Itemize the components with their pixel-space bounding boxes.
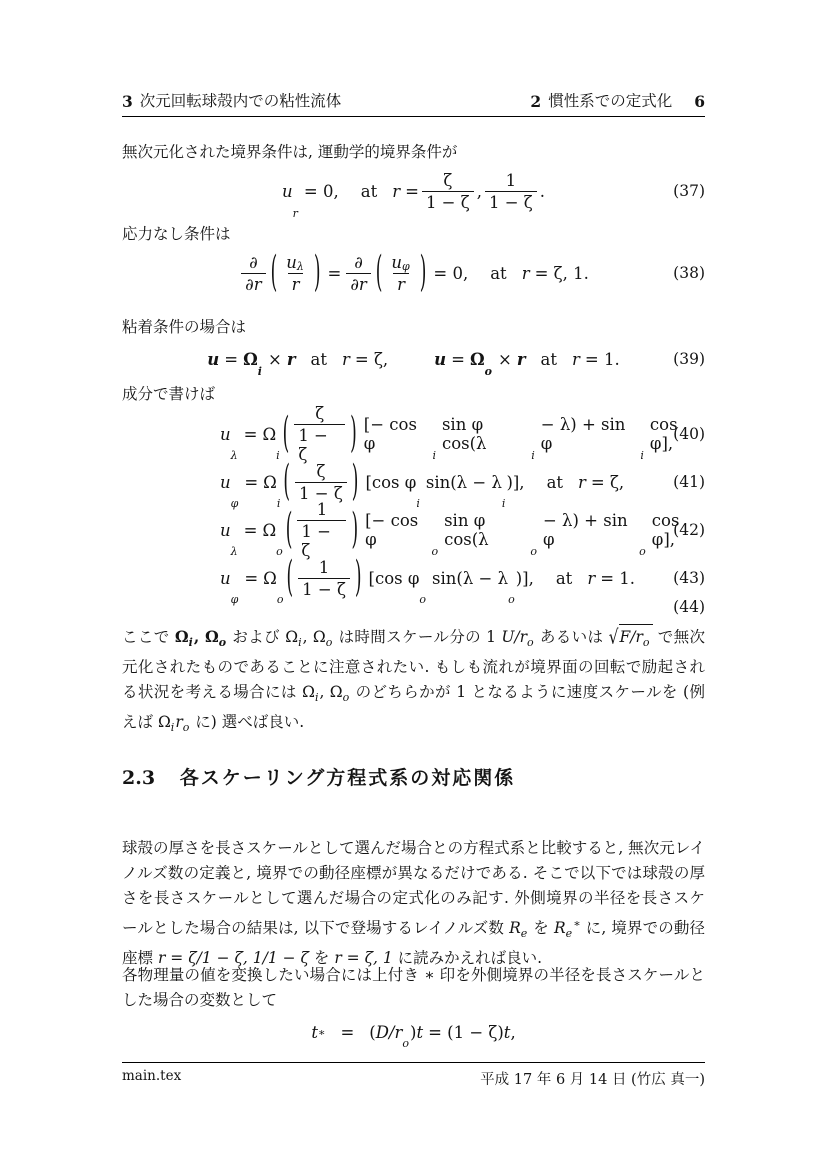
square-root [609,624,653,655]
text-run: 各物理量の値を変換したい場合には上付き [122,966,425,984]
math-var: r [358,274,367,294]
right-paren: ) [313,248,321,298]
text-run: ここで [122,628,175,646]
numerator [387,252,414,273]
fraction [297,499,346,561]
right-paren: ) [419,248,427,298]
math-var: r [587,568,596,588]
text-run: で無次元化されたものであることに注意されたい. もしも流れが境界面の回転で励起される状況を考える場合には [122,628,705,701]
math-term: [cos φ [368,568,420,588]
math-superscript: ∗ [317,1025,326,1039]
text-run: に読みかえれば良い. [392,949,543,967]
math-var: Ω [262,520,277,540]
math-term: , [302,628,313,646]
paragraph-omega-note [122,624,705,740]
math-subscript: o [530,545,537,558]
math-term: × [498,349,512,369]
math-var: r [572,349,580,369]
left-paren: ( [283,457,291,507]
math-subscript: o [218,636,227,649]
math-var: R [554,919,566,937]
section-title: 各スケーリング方程式系の対応関係 [179,767,516,789]
math-term: = 1. [584,349,620,369]
math-var: Ω [157,713,171,731]
equation-number: (37) [673,182,705,200]
math-var: t [311,1022,318,1042]
math-term: = (1 − ζ) [428,1022,504,1042]
equation-40 [122,404,705,464]
math-term: = ζ, [590,472,625,492]
math-subscript: i [315,691,319,704]
denominator: 1 − ζ [485,191,537,213]
math-subscript: o [342,691,350,704]
header-right-title: 慣性系での定式化 [548,92,673,110]
fraction [346,252,370,295]
math-term: , [319,683,330,701]
math-term: ∗ [424,966,435,984]
paragraph-boundary-conditions: 無次元化された境界条件は, 運動学的境界条件が [122,143,458,161]
paragraph-variable-conversion [122,963,705,1013]
math-subscript: e [565,927,573,940]
numerator: 1 [316,500,328,519]
math-var: Ω [263,568,277,588]
denominator [346,273,370,295]
math-term: [− cos φ [363,415,417,453]
header-left-title: 次元回転球殻内での粘性流体 [139,92,342,110]
math-var: r [578,472,586,492]
math-subscript: i [276,449,280,462]
denominator: 1 − ζ [294,424,345,465]
left-paren: ( [286,553,294,603]
math-var: Ω [302,683,315,701]
header-right-section-number: 2 [530,92,542,111]
math-var: F/r [619,628,643,646]
math-var: r [175,713,183,731]
math-subscript: λ [230,449,238,462]
fraction [485,170,537,213]
numerator: ζ [315,404,325,423]
math-subscript: i [531,449,535,462]
math-var: Ω [329,683,343,701]
text-run: に, 境界での動径座標 [122,919,705,967]
math-var: Ω [262,424,277,444]
math-term: [− cos φ [365,511,419,549]
math-var: D/r [375,1022,403,1042]
equation-42 [122,500,705,560]
math-subscript: o [527,636,534,649]
math-subscript: o [182,721,190,734]
section-number: 2.3 [122,767,156,789]
math-expression: r = ζ, 1 [334,949,393,967]
equation-number: (43) [673,569,705,587]
math-var: Ω [204,627,219,646]
text-run: あるいは [534,628,609,646]
right-paren: ) [354,553,362,603]
denominator: r [288,273,304,295]
math-term: = ζ, 1. [534,263,589,283]
math-subscript: o [276,545,283,558]
math-term: = [224,349,239,369]
text-run: を [528,919,554,937]
text-run: に) 選べば良い. [190,713,305,731]
math-term: at [360,181,378,201]
math-term: = [244,568,259,588]
math-subscript: o [639,545,646,558]
radical-sign: √ [608,625,619,649]
math-term: = [327,263,342,283]
math-term: , [193,627,205,646]
text-run: は時間スケール分の 1 [333,628,502,646]
right-paren: ) [351,457,359,507]
math-subscript: o [642,636,650,649]
math-term: − λ) + sin φ [540,415,626,453]
math-var: t [416,1022,424,1042]
text-run: のどちらかが 1 となるように速度スケールを (例えば [122,683,705,731]
radicand [619,624,653,655]
text-run: を [308,949,335,967]
math-superscript: ∗ [573,917,581,930]
text-run: および [227,628,286,646]
denominator: 1 − ζ [298,578,350,600]
math-var: Ω [243,349,258,369]
footer-rule [122,1062,705,1063]
math-var: R [509,919,521,937]
math-var: r [521,263,530,283]
math-var: Ω [312,628,326,646]
math-term: sin φ cos(λ [441,415,487,453]
right-paren: ) [351,505,359,555]
math-term: ) [410,1022,417,1042]
math-subscript: i [640,449,644,462]
fraction [282,252,309,295]
header-left-section-number: 3 [122,92,133,111]
math-subscript: o [419,593,427,606]
math-var: u [286,252,297,272]
math-var: r [341,349,350,369]
equation-number: (44) [673,598,705,616]
fraction [387,252,414,295]
footer-date-author: 平成 17 年 6 月 14 日 (竹広 真一) [480,1072,705,1088]
math-var: u [282,181,293,201]
math-term: = ζ, [354,349,389,369]
math-subscript: i [188,636,193,649]
math-term: sin(λ − λ [432,568,509,588]
numerator: 1 [505,170,517,190]
math-subscript: λ [296,259,304,273]
denominator [241,273,265,295]
math-term: = 0, [303,181,339,201]
numerator: ζ [316,461,326,481]
denominator: 1 − ζ [295,482,347,504]
math-term: )], [506,472,525,492]
math-term: − λ) + sin φ [542,511,628,549]
paragraph-components: 成分で書けば [122,385,216,403]
math-term: cos φ], [651,511,680,549]
math-var: u [434,349,447,369]
math-var: r [253,274,262,294]
math-subscript: o [276,593,284,606]
math-term: cos φ], [649,415,678,453]
math-subscript: r [292,207,298,220]
fraction [241,252,265,295]
equation-39 [122,344,705,378]
numerator: ∂ [249,252,258,272]
math-subscript: i [416,497,420,510]
math-term: = [340,1022,355,1042]
equation-37 [122,166,705,220]
math-var: Ω [285,628,299,646]
math-subscript: i [276,497,281,510]
math-term: at [490,263,507,283]
math-term: = [243,424,258,444]
math-term: = 1. [600,568,636,588]
math-term: )], [515,568,534,588]
math-term: at [310,349,327,369]
math-subscript: i [501,497,506,510]
math-term: = 0, [433,263,469,283]
math-var: r [516,349,526,369]
footer-filename: main.tex [122,1068,182,1084]
math-var: U/r [501,628,528,646]
math-subscript: φ [230,593,239,606]
math-term: = [244,472,259,492]
math-subscript: i [170,721,175,734]
math-expression: r = ζ/1 − ζ, 1/1 − ζ [157,949,309,967]
text-run: 印を外側境界の半径を長さスケールとした場合の変数として [122,966,705,1009]
math-subscript: o [402,1037,410,1050]
math-term: [cos φ [365,472,417,492]
math-term: ( [369,1022,376,1042]
math-subscript: i [257,365,262,378]
numerator: ∂ [354,252,363,272]
equation-number: (42) [673,521,705,539]
math-term: sin φ cos(λ [444,511,489,549]
math-term: at [540,349,557,369]
section-heading [122,763,705,790]
math-subscript: e [520,927,528,940]
math-term: at [546,472,564,492]
math-subscript: φ [402,259,410,273]
paragraph-stress-free: 応力なし条件は [122,225,231,243]
math-term: ∂ [350,274,359,294]
equation-41 [122,457,705,510]
math-var: u [220,472,231,492]
left-paren: ( [285,505,293,555]
math-var: r [392,181,401,201]
numerator: ζ [443,170,453,190]
math-subscript: λ [230,545,238,558]
math-var: u [207,349,220,369]
equation-tstar [122,1018,705,1050]
math-term: ∂ [245,274,254,294]
math-term: , [476,181,482,201]
equation-44 [122,596,705,618]
math-subscript: o [484,365,492,378]
paragraph-no-slip: 粘着条件の場合は [122,318,247,336]
equation-number: (39) [673,350,705,368]
math-var: Ω [174,627,189,646]
right-paren: ) [350,409,357,459]
equation-number: (38) [673,264,705,282]
numerator: 1 [318,557,330,577]
math-var: t [503,1022,511,1042]
math-var: u [220,424,231,444]
math-subscript: o [508,593,515,606]
math-var: Ω [263,472,277,492]
math-var: Ω [469,349,485,369]
equation-number: (41) [673,473,705,491]
math-var: u [391,252,403,272]
text-run: 球殻の厚さを長さスケールとして選んだ場合との方程式系と比較すると, 無次元レイノルズ数の定義と, 境界での動径座標が異なるだけである. そこで以下では球殻の厚さを長さスケールとして選んだ場合の定式化のみ記す. 外側境界の半径を長さスケールとした場合の結果は, 以下で登場するレイノルズ数 [122,839,705,937]
equation-number: (40) [673,425,705,443]
denominator: 1 − ζ [297,520,346,561]
fraction [422,170,474,213]
math-subscript: i [432,449,436,462]
math-term: at [555,568,573,588]
math-var: u [220,568,231,588]
equation-43 [122,553,705,606]
math-term: × [267,349,282,369]
paragraph-scaling-correspondence [122,836,705,971]
equation-38 [122,246,705,300]
math-term: sin(λ − λ [425,472,502,492]
math-term: = [451,349,465,369]
math-term: , [510,1022,516,1042]
math-term: = [405,181,419,201]
math-term: . [539,181,545,201]
math-var: r [286,349,296,369]
fraction [298,557,350,600]
page-footer [122,1068,705,1089]
running-header [122,84,705,117]
math-subscript: φ [230,497,239,510]
math-subscript: o [431,545,439,558]
math-subscript: o [325,636,333,649]
fraction [295,461,347,504]
left-paren: ( [282,409,290,459]
left-paren: ( [270,248,278,298]
denominator: r [393,273,409,295]
page-number: 6 [694,92,705,111]
fraction [294,403,345,465]
denominator: 1 − ζ [422,191,474,213]
numerator [282,252,309,273]
math-subscript: i [298,636,302,649]
math-var: u [220,520,231,540]
left-paren: ( [375,248,383,298]
math-term: = [243,520,258,540]
